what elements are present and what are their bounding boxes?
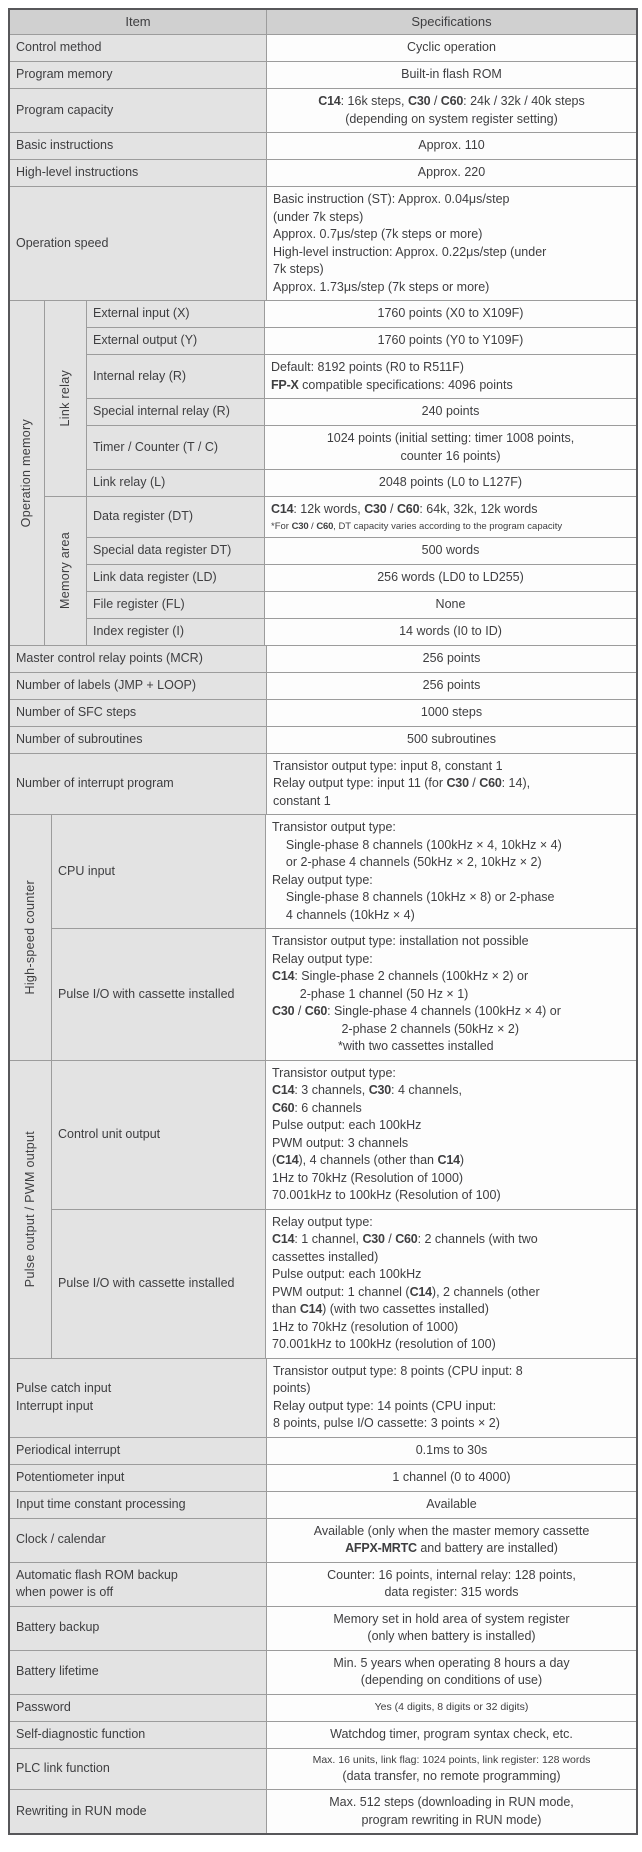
- item-cell: Number of interrupt program: [10, 754, 267, 815]
- row-pulse-catch-interrupt-input: [10, 1358, 636, 1437]
- item-cell: Automatic flash ROM backup when power is off: [10, 1563, 267, 1606]
- row-plc-link-function: [10, 1748, 636, 1790]
- row-high-level-instructions: [10, 159, 636, 186]
- row-link-relay-l: [87, 469, 636, 496]
- row-index-register: [87, 618, 636, 645]
- row-special-internal-relay: [87, 398, 636, 425]
- item-cell: Internal relay (R): [87, 355, 265, 398]
- link-relay-label-cell: [45, 301, 87, 496]
- section-operation-memory: [10, 300, 636, 645]
- item-cell: External input (X): [87, 301, 265, 327]
- row-automatic-flash-rom-backup: [10, 1562, 636, 1606]
- specifications-table: [8, 8, 638, 1835]
- row-number-of-sfc-steps: [10, 699, 636, 726]
- row-data-register: [87, 497, 636, 537]
- row-external-output: [87, 327, 636, 354]
- item-cell: Potentiometer input: [10, 1465, 267, 1491]
- item-cell: Rewriting in RUN mode: [10, 1790, 267, 1833]
- item-cell: Battery lifetime: [10, 1651, 267, 1694]
- item-cell: Periodical interrupt: [10, 1438, 267, 1464]
- spec-cell: Basic instruction (ST): Approx. 0.04μs/step (under 7k steps) Approx. 0.7μs/step (7k steps or more) High-level instruction: Approx. 0.22μs/step (under 7k steps) Approx. 1.73μs/step (7k steps or more): [267, 187, 636, 300]
- spec-cell: 500 subroutines: [267, 727, 636, 753]
- row-internal-relay: [87, 354, 636, 398]
- table-header-row: [10, 10, 636, 34]
- spec-cell: Transistor output type: 8 points (CPU input: 8 points) Relay output type: 14 points (CPU input: 8 points, pulse I/O cassette: 3 points × 2): [267, 1359, 636, 1437]
- spec-cell: 240 points: [265, 399, 636, 425]
- data-register-value: C14: 12k words, C30 / C60: 64k, 32k, 12k words: [271, 502, 538, 516]
- row-number-of-labels: [10, 672, 636, 699]
- item-cell: Special internal relay (R): [87, 399, 265, 425]
- item-cell: Basic instructions: [10, 133, 267, 159]
- spec-cell: 2048 points (L0 to L127F): [265, 470, 636, 496]
- spec-cell: Transistor output type: C14: 3 channels, C30: 4 channels, C60: 6 channels Pulse output: each 100kHz PWM output: 3 channels (C14), 4 channels (other than C14) 1Hz to 70kHz (Resolution of 1000) 70.001kHz to 100kHz (Resolution of 100): [266, 1061, 636, 1209]
- row-special-data-register: [87, 537, 636, 564]
- spec-cell: 1760 points (X0 to X109F): [265, 301, 636, 327]
- spec-cell: 256 words (LD0 to LD255): [265, 565, 636, 591]
- subgroup-memory-area: [45, 496, 636, 645]
- item-cell: Operation speed: [10, 187, 267, 300]
- row-basic-instructions: [10, 132, 636, 159]
- memory-area-label-cell: [45, 497, 87, 645]
- high-speed-counter-label: High-speed counter: [22, 880, 37, 995]
- spec-cell: Available: [267, 1492, 636, 1518]
- spec-cell: Transistor output type: input 8, constant 1 Relay output type: input 11 (for C30 / C60: 14), constant 1: [267, 754, 636, 815]
- item-cell: Battery backup: [10, 1607, 267, 1650]
- spec-cell: 256 points: [267, 673, 636, 699]
- row-external-input: [87, 301, 636, 327]
- item-cell: Pulse catch input Interrupt input: [10, 1359, 267, 1437]
- spec-cell: 1 channel (0 to 4000): [267, 1465, 636, 1491]
- item-cell: PLC link function: [10, 1749, 267, 1790]
- row-password: [10, 1694, 636, 1721]
- data-register-note: *For C30 / C60, DT capacity varies according to the program capacity: [271, 520, 563, 532]
- row-link-data-register: [87, 564, 636, 591]
- item-cell: Control method: [10, 35, 267, 61]
- spec-cell: Built-in flash ROM: [267, 62, 636, 88]
- row-self-diagnostic: [10, 1721, 636, 1748]
- spec-cell: Max. 16 units, link flag: 1024 points, link register: 128 words (data transfer, no remote programming): [267, 1749, 636, 1790]
- spec-cell: [265, 497, 636, 537]
- spec-cell: Min. 5 years when operating 8 hours a day (depending on conditions of use): [267, 1651, 636, 1694]
- section-pulse-pwm-output: [10, 1060, 636, 1358]
- item-cell: Program capacity: [10, 89, 267, 132]
- spec-cell: Counter: 16 points, internal relay: 128 points, data register: 315 words: [267, 1563, 636, 1606]
- operation-memory-label: Operation memory: [19, 418, 34, 527]
- spec-cell: Approx. 220: [267, 160, 636, 186]
- row-control-method: [10, 34, 636, 61]
- item-cell: Number of labels (JMP + LOOP): [10, 673, 267, 699]
- row-number-of-interrupt-program: [10, 753, 636, 815]
- item-cell: Pulse I/O with cassette installed: [52, 929, 266, 1060]
- item-cell: Data register (DT): [87, 497, 265, 537]
- row-hsc-pulse-io-cassette: [52, 928, 636, 1060]
- item-cell: Program memory: [10, 62, 267, 88]
- row-operation-speed: [10, 186, 636, 300]
- item-cell: Control unit output: [52, 1061, 266, 1209]
- spec-cell: Default: 8192 points (R0 to R511F) FP-X compatible specifications: 4096 points: [265, 355, 636, 398]
- row-battery-lifetime: [10, 1650, 636, 1694]
- spec-cell: 256 points: [267, 646, 636, 672]
- item-cell: Link data register (LD): [87, 565, 265, 591]
- item-cell: Link relay (L): [87, 470, 265, 496]
- spec-cell: Cyclic operation: [267, 35, 636, 61]
- spec-cell: Memory set in hold area of system register (only when battery is installed): [267, 1607, 636, 1650]
- spec-cell: 1024 points (initial setting: timer 1008 points, counter 16 points): [265, 426, 636, 469]
- spec-cell: Watchdog timer, program syntax check, etc.: [267, 1722, 636, 1748]
- row-master-control-relay: [10, 645, 636, 672]
- row-timer-counter: [87, 425, 636, 469]
- spec-cell: None: [265, 592, 636, 618]
- row-number-of-subroutines: [10, 726, 636, 753]
- item-cell: External output (Y): [87, 328, 265, 354]
- link-relay-label: Link relay: [57, 370, 72, 427]
- item-cell: File register (FL): [87, 592, 265, 618]
- item-cell: Number of subroutines: [10, 727, 267, 753]
- item-cell: Self-diagnostic function: [10, 1722, 267, 1748]
- spec-cell: 1000 steps: [267, 700, 636, 726]
- row-potentiometer-input: [10, 1464, 636, 1491]
- item-cell: Special data register DT): [87, 538, 265, 564]
- spec-cell: 1760 points (Y0 to Y109F): [265, 328, 636, 354]
- item-cell: High-level instructions: [10, 160, 267, 186]
- pulse-pwm-label: Pulse output / PWM output: [22, 1130, 37, 1288]
- row-control-unit-output: [52, 1061, 636, 1209]
- item-cell: Index register (I): [87, 619, 265, 645]
- item-cell: Clock / calendar: [10, 1519, 267, 1562]
- row-input-time-constant: [10, 1491, 636, 1518]
- subgroup-link-relay: [45, 301, 636, 496]
- row-program-capacity: [10, 88, 636, 132]
- item-cell: Pulse I/O with cassette installed: [52, 1210, 266, 1358]
- row-program-memory: [10, 61, 636, 88]
- spec-cell: Transistor output type: installation not possible Relay output type: C14: Single-phase 2 channels (100kHz × 2) or 2-phase 1 channel (50 Hz × 1) C30 / C60: Single-phase 4 channels (100kHz × 4) or 2-phase 2 channels (50kHz × 2) *with two cassettes installed: [266, 929, 636, 1060]
- header-item: Item: [10, 10, 267, 34]
- item-cell: CPU input: [52, 815, 266, 928]
- spec-cell: 14 words (I0 to ID): [265, 619, 636, 645]
- spec-cell: 500 words: [265, 538, 636, 564]
- spec-cell: 0.1ms to 30s: [267, 1438, 636, 1464]
- item-cell: Number of SFC steps: [10, 700, 267, 726]
- spec-cell: Available (only when the master memory cassette AFPX-MRTC and battery are installed): [267, 1519, 636, 1562]
- high-speed-counter-label-cell: [10, 815, 52, 1060]
- header-specifications: Specifications: [267, 10, 636, 34]
- spec-cell: Yes (4 digits, 8 digits or 32 digits): [267, 1695, 636, 1721]
- row-battery-backup: [10, 1606, 636, 1650]
- row-clock-calendar: [10, 1518, 636, 1562]
- row-periodical-interrupt: [10, 1437, 636, 1464]
- spec-cell: Max. 512 steps (downloading in RUN mode, program rewriting in RUN mode): [267, 1790, 636, 1833]
- spec-cell: C14: 16k steps, C30 / C60: 24k / 32k / 40k steps (depending on system register setting): [267, 89, 636, 132]
- row-cpu-input: [52, 815, 636, 928]
- spec-cell: Relay output type: C14: 1 channel, C30 / C60: 2 channels (with two cassettes installed) Pulse output: each 100kHz PWM output: 1 channel (C14), 2 channels (other than C14) (with two cassettes installed) 1Hz to 70kHz (resolution of 1000) 70.001kHz to 100kHz (resolution of 100): [266, 1210, 636, 1358]
- pulse-pwm-label-cell: [10, 1061, 52, 1358]
- row-file-register: [87, 591, 636, 618]
- row-pwm-pulse-io-cassette: [52, 1209, 636, 1358]
- item-cell: Timer / Counter (T / C): [87, 426, 265, 469]
- item-cell: Input time constant processing: [10, 1492, 267, 1518]
- spec-cell: Transistor output type: Single-phase 8 channels (100kHz × 4, 10kHz × 4) or 2-phase 4 channels (50kHz × 2, 10kHz × 2) Relay output type: Single-phase 8 channels (10kHz × 8) or 2-phase 4 channels (10kHz × 4): [266, 815, 636, 928]
- row-rewriting-in-run-mode: [10, 1789, 636, 1833]
- memory-area-label: Memory area: [57, 532, 72, 610]
- operation-memory-label-cell: [10, 301, 45, 645]
- section-high-speed-counter: [10, 814, 636, 1060]
- spec-cell: Approx. 110: [267, 133, 636, 159]
- item-cell: Password: [10, 1695, 267, 1721]
- item-cell: Master control relay points (MCR): [10, 646, 267, 672]
